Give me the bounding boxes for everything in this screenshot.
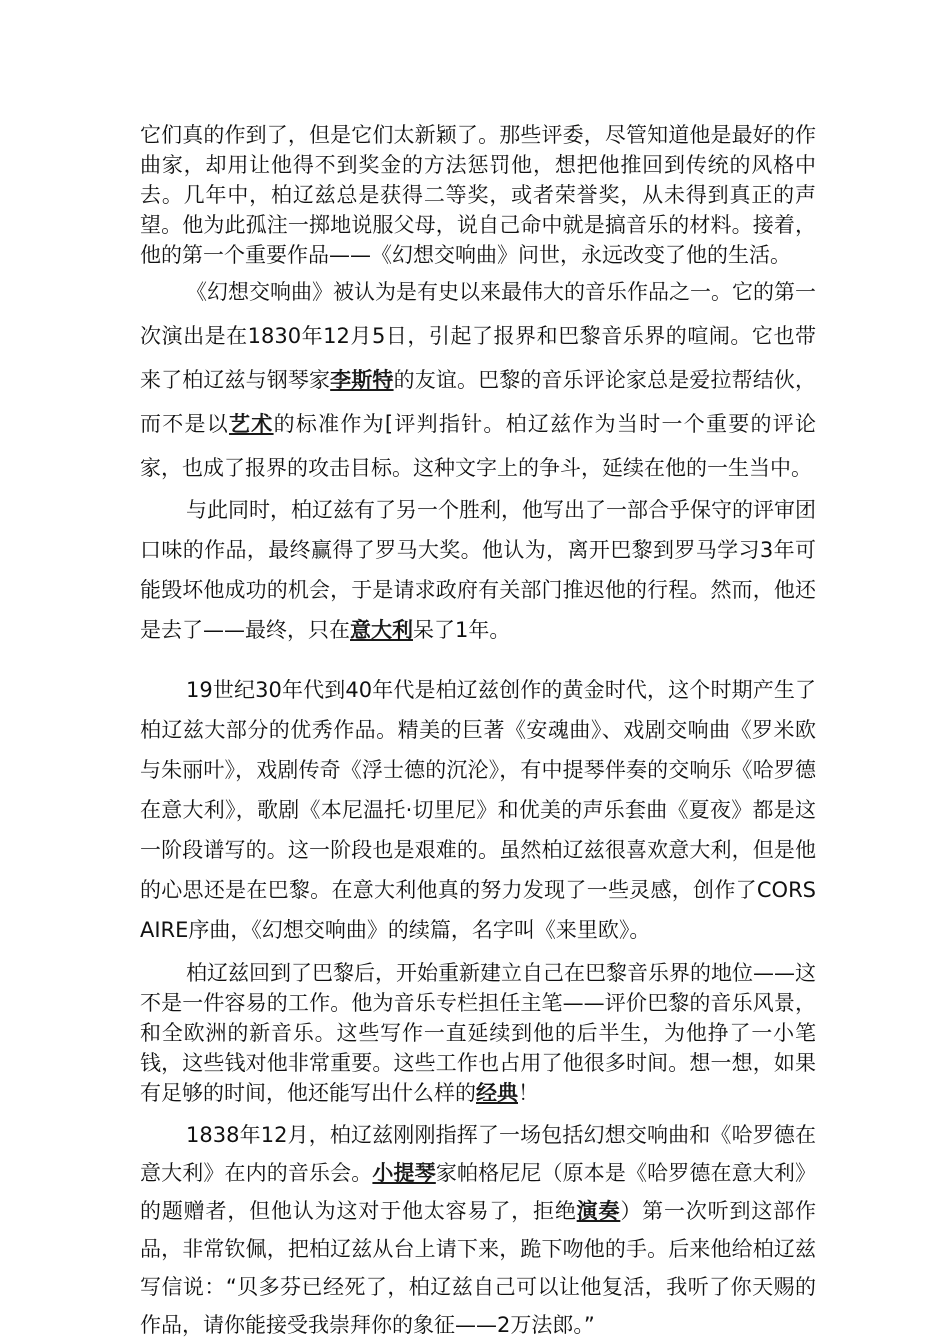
link-italy[interactable]: 意大利 xyxy=(350,618,413,642)
paragraph-1 xyxy=(140,120,816,270)
paragraph-3 xyxy=(140,490,816,650)
link-art[interactable]: 艺术 xyxy=(229,412,274,436)
paragraph-text: ！ xyxy=(518,1081,539,1105)
paragraph-6 xyxy=(140,1116,816,1344)
paragraph-text: 与此同时，柏辽兹有了另一个胜利，他写出了一部合乎保守的评审团口味的作品，最终赢得了罗马大奖。他认为，离开巴黎到罗马学习3年可能毁坏他成功的机会，于是请求政府有关部门推迟他的行程。然而，他还是去了——最终，只在 xyxy=(140,498,816,642)
paragraph-text: 柏辽兹回到了巴黎后，开始重新建立自己在巴黎音乐界的地位——这不是一件容易的工作。他为音乐专栏担任主笔——评价巴黎的音乐风景，和全欧洲的新音乐。这些写作一直延续到他的后半生，为他挣了一小笔钱，这些钱对他非常重要。这些工作也占用了他很多时间。想一想，如果有足够的时间，他还能写出什么样的 xyxy=(140,961,816,1105)
paragraph-text: 呆了1年。 xyxy=(413,618,511,642)
paragraph-text: 《幻想交响曲》被认为是有史以来最伟大的音乐作品之一。它的第一次演出是在1830年12月5日，引起了报界和巴黎音乐界的喧闹。它也带来了柏辽兹与钢琴家 xyxy=(140,280,816,392)
paragraph-5 xyxy=(140,958,816,1108)
paragraph-text: 的友谊。巴黎的音乐评论家总是爱拉帮结伙，而不是以 xyxy=(140,368,817,436)
paragraph-text: 它们真的作到了，但是它们太新颖了。那些评委，尽管知道他是最好的作曲家，却用让他得不到奖金的方法惩罚他，想把他推回到传统的风格中去。几年中，柏辽兹总是获得二等奖，或者荣誉奖，从未得到真正的声望。他为此孤注一掷地说服父母，说自己命中就是搞音乐的材料。接着，他的第一个重要作品——《幻想交响曲》问世，永远改变了他的生活。 xyxy=(140,123,816,267)
paragraph-text: 1838年12月，柏辽兹刚刚指挥了一场包括幻想交响曲和《哈罗德在意大利》在内的音乐会。 xyxy=(140,1123,816,1185)
link-classic[interactable]: 经典 xyxy=(476,1081,518,1105)
paragraph-text: ）第一次听到这部作品，非常钦佩，把柏辽兹从台上请下来，跪下吻他的手。后来他给柏辽兹写信说：“贝多芬已经死了，柏辽兹自己可以让他复活，我听了你天赐的作品，请你能接受我崇拜你的象征——2万法郎。” xyxy=(140,1199,817,1337)
paragraph-2 xyxy=(140,270,816,490)
link-violin[interactable]: 小提琴 xyxy=(372,1161,436,1185)
link-perform[interactable]: 演奏 xyxy=(576,1199,621,1223)
paragraph-text: 19世纪30年代到40年代是柏辽兹创作的黄金时代，这个时期产生了柏辽兹大部分的优秀作品。精美的巨著《安魂曲》、戏剧交响曲《罗米欧与朱丽叶》，戏剧传奇《浮士德的沉沦》，有中提琴伴奏的交响乐《哈罗德在意大利》，歌剧《本尼温托·切里尼》和优美的声乐套曲《夏夜》都是这一阶段谱写的。这一阶段也是艰难的。虽然柏辽兹很喜欢意大利，但是他的心思还是在巴黎。在意大利他真的努力发现了一些灵感，创作了CORSAIRE序曲，《幻想交响曲》的续篇，名字叫《来里欧》。 xyxy=(140,678,816,942)
paragraph-text: 的标准作为[评判指针。柏辽兹作为当时一个重要的评论家，也成了报界的攻击目标。这种文字上的争斗，延续在他的一生当中。 xyxy=(140,412,817,480)
paragraph-4 xyxy=(140,670,816,950)
paragraph-text: 家帕格尼尼（原本是《哈罗德在意大利》的题赠者，但他认为这对于他太容易了，拒绝 xyxy=(140,1161,817,1223)
document-page xyxy=(140,120,816,1344)
link-liszt[interactable]: 李斯特 xyxy=(330,368,394,392)
